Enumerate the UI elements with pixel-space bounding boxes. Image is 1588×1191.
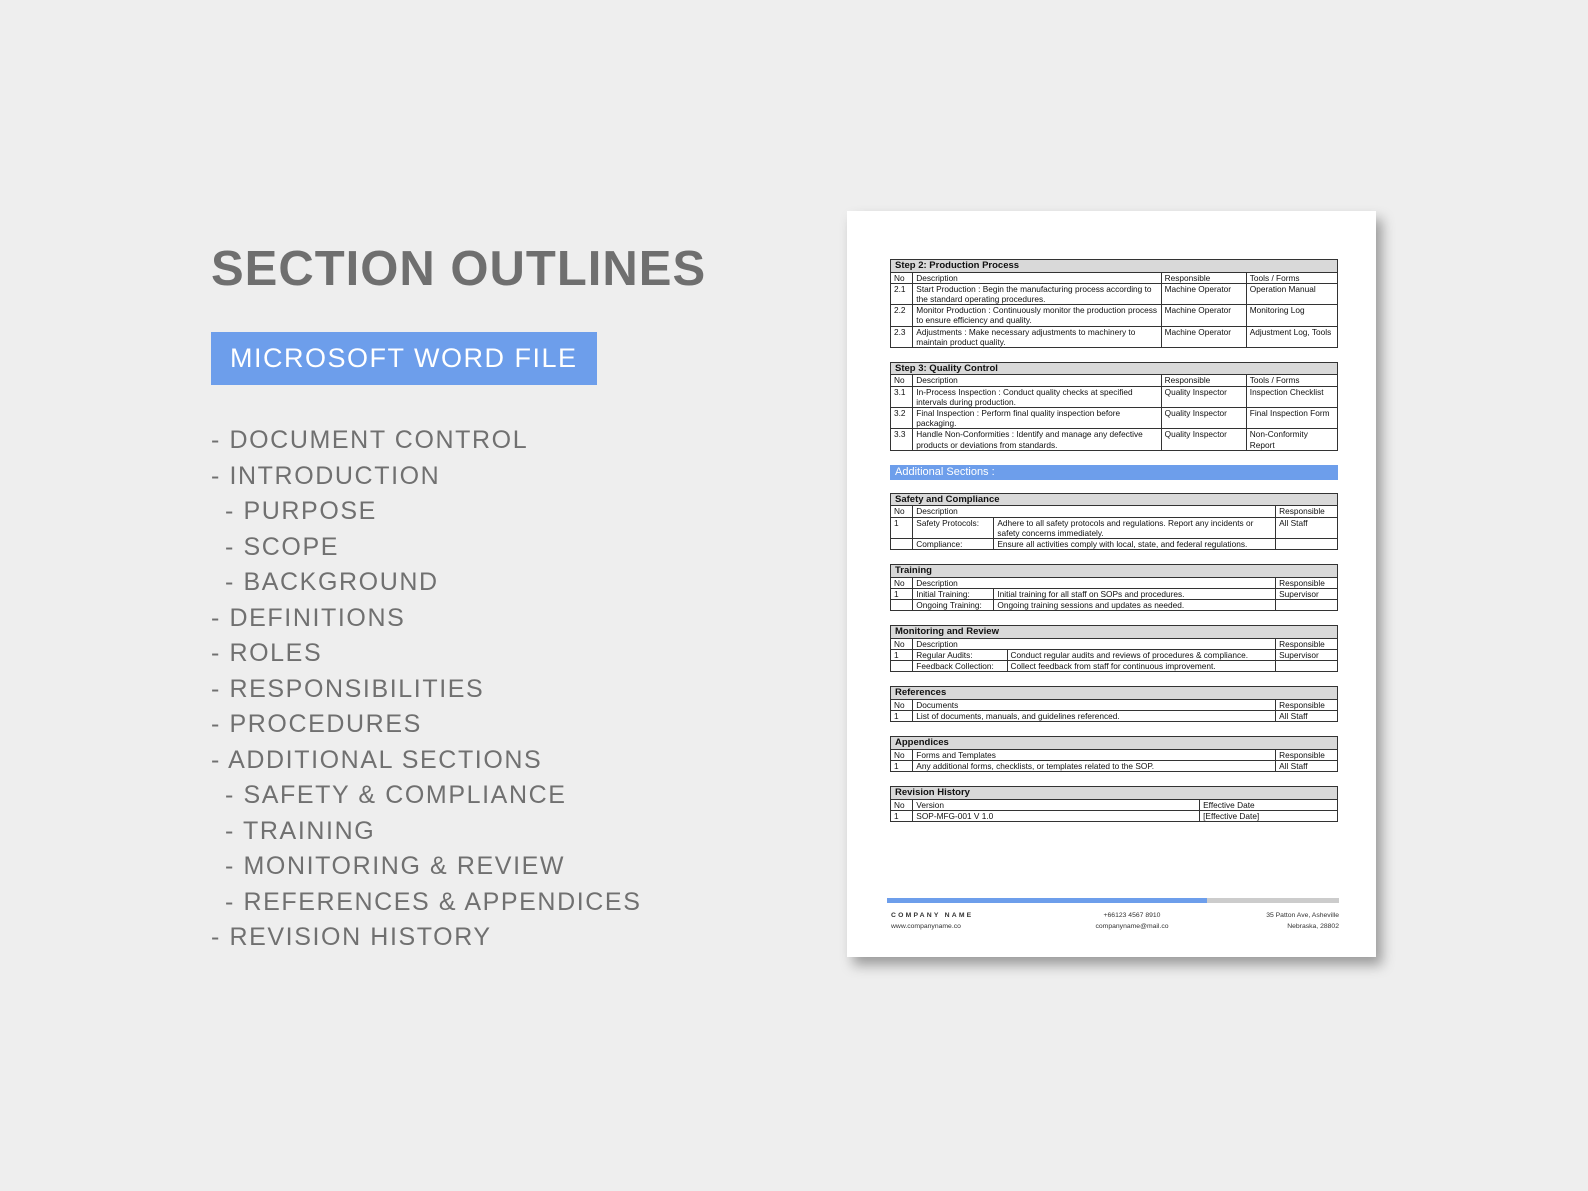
- table-cell: Inspection Checklist: [1246, 386, 1337, 407]
- section-title: Training: [891, 565, 1338, 578]
- section-title: Safety and Compliance: [891, 493, 1338, 506]
- table-row: [891, 386, 1338, 407]
- column-header: No: [891, 638, 913, 649]
- table-cell: 1: [891, 711, 913, 722]
- company-email: companyname@mail.co: [1095, 923, 1169, 930]
- column-header: Responsible: [1161, 375, 1246, 386]
- column-header: Tools / Forms: [1246, 375, 1337, 386]
- footer-company: [891, 910, 973, 932]
- company-website: www.companyname.co: [891, 923, 961, 930]
- table-cell: 1: [891, 760, 913, 771]
- table-cell: 2.3: [891, 326, 913, 347]
- outline-item: - RESPONSIBILITIES: [211, 674, 485, 703]
- outline-item: - REFERENCES & APPENDICES: [225, 887, 642, 916]
- section-title: Step 2: Production Process: [891, 260, 1338, 273]
- company-phone: +66123 4567 8910: [1103, 912, 1161, 919]
- revision-table: [890, 786, 1338, 822]
- outline-item: - ROLES: [211, 639, 323, 667]
- table-cell: Adjustments : Make necessary adjustments to machinery to maintain product quality.: [913, 326, 1161, 347]
- table-cell: Final Inspection Form: [1246, 408, 1337, 429]
- section-title: Step 3: Quality Control: [891, 362, 1338, 375]
- table-row: [891, 661, 1338, 672]
- table-cell: [Effective Date]: [1200, 810, 1338, 821]
- table-row: [891, 408, 1338, 429]
- outline-item: - INTRODUCTION: [211, 461, 441, 490]
- table-row: [891, 283, 1338, 304]
- column-header: Responsible: [1276, 699, 1338, 710]
- table-row: [891, 305, 1338, 326]
- address-line-2: Nebraska, 28802: [1287, 923, 1339, 930]
- page-title: SECTION OUTLINES: [211, 242, 707, 296]
- table-cell: 1: [891, 517, 913, 538]
- table-cell: Supervisor: [1276, 649, 1338, 660]
- table-cell: [891, 538, 913, 549]
- column-header: Version: [913, 799, 1200, 810]
- table-cell: Conduct regular audits and reviews of procedures & compliance.: [1007, 649, 1276, 660]
- training-table: [890, 564, 1338, 611]
- column-header: No: [891, 749, 913, 760]
- table-cell: Adhere to all safety protocols and regulations. Report any incidents or safety concerns immediately.: [994, 517, 1276, 538]
- table-row: [891, 326, 1338, 347]
- monitoring-table: [890, 625, 1338, 672]
- table-row: [891, 600, 1338, 611]
- table-cell: Collect feedback from staff for continuous improvement.: [1007, 661, 1276, 672]
- table-cell: [1276, 600, 1338, 611]
- column-header: No: [891, 577, 913, 588]
- outline-item: - DOCUMENT CONTROL: [211, 426, 529, 454]
- outline-item: - PURPOSE: [225, 497, 377, 525]
- left-panel: [211, 240, 706, 956]
- table-cell: Supervisor: [1276, 588, 1338, 599]
- outline-item: - SAFETY & COMPLIANCE: [225, 781, 567, 809]
- column-header: Responsible: [1276, 638, 1338, 649]
- table-cell: 2.1: [891, 283, 913, 304]
- column-header: Responsible: [1276, 506, 1338, 517]
- section-title: References: [891, 687, 1338, 700]
- table-row: [891, 649, 1338, 660]
- company-name: COMPANY NAME: [891, 912, 974, 919]
- table-cell: [891, 600, 913, 611]
- step2-table: [890, 259, 1338, 348]
- table-cell: Ongoing Training:: [913, 600, 994, 611]
- table-cell: Initial training for all staff on SOPs and procedures.: [994, 588, 1276, 599]
- table-cell: Initial Training:: [913, 588, 994, 599]
- column-header: Forms and Templates: [913, 749, 1276, 760]
- column-header: No: [891, 375, 913, 386]
- column-header: Effective Date: [1200, 799, 1338, 810]
- table-cell: All Staff: [1276, 760, 1338, 771]
- section-title: Monitoring and Review: [891, 626, 1338, 639]
- additional-sections-heading: Additional Sections :: [890, 465, 1338, 480]
- column-header: Description: [913, 272, 1161, 283]
- column-header: Responsible: [1276, 577, 1338, 588]
- table-cell: Feedback Collection:: [913, 661, 1007, 672]
- safety-table: [890, 493, 1338, 550]
- footer-bar: [887, 898, 1339, 903]
- table-cell: [1276, 661, 1338, 672]
- table-cell: SOP-MFG-001 V 1.0: [913, 810, 1200, 821]
- table-cell: List of documents, manuals, and guidelines referenced.: [913, 711, 1276, 722]
- table-row: [891, 760, 1338, 771]
- table-cell: Ongoing training sessions and updates as needed.: [994, 600, 1276, 611]
- table-cell: Quality Inspector: [1161, 408, 1246, 429]
- column-header: Description: [913, 375, 1161, 386]
- table-cell: Machine Operator: [1161, 326, 1246, 347]
- table-cell: 1: [891, 649, 913, 660]
- table-cell: Adjustment Log, Tools: [1246, 326, 1337, 347]
- outline-item: - BACKGROUND: [225, 568, 439, 596]
- table-cell: [891, 661, 913, 672]
- table-cell: Machine Operator: [1161, 305, 1246, 326]
- column-header: No: [891, 699, 913, 710]
- table-row: [891, 588, 1338, 599]
- section-outline-list: [211, 423, 706, 956]
- column-header: Tools / Forms: [1246, 272, 1337, 283]
- column-header: Documents: [913, 699, 1276, 710]
- table-cell: Quality Inspector: [1161, 386, 1246, 407]
- column-header: Description: [913, 638, 1276, 649]
- table-cell: 3.3: [891, 429, 913, 450]
- table-cell: Regular Audits:: [913, 649, 1007, 660]
- table-row: [891, 538, 1338, 549]
- appendices-table: [890, 736, 1338, 772]
- table-cell: In-Process Inspection : Conduct quality checks at specified intervals during production.: [913, 386, 1161, 407]
- table-row: [891, 711, 1338, 722]
- document-preview: [847, 211, 1376, 957]
- table-cell: 3.1: [891, 386, 913, 407]
- table-row: [891, 810, 1338, 821]
- footer-address: [1266, 910, 1339, 932]
- column-header: Responsible: [1161, 272, 1246, 283]
- section-title: Appendices: [891, 737, 1338, 750]
- table-cell: All Staff: [1276, 711, 1338, 722]
- column-header: Responsible: [1276, 749, 1338, 760]
- table-cell: Final Inspection : Perform final quality inspection before packaging.: [913, 408, 1161, 429]
- references-table: [890, 686, 1338, 722]
- outline-item: - DEFINITIONS: [211, 603, 406, 632]
- column-header: Description: [913, 577, 1276, 588]
- step3-table: [890, 362, 1338, 451]
- outline-item: - MONITORING & REVIEW: [225, 852, 566, 880]
- footer-contact: [1072, 910, 1192, 932]
- table-cell: 2.2: [891, 305, 913, 326]
- table-cell: Handle Non-Conformities : Identify and manage any defective products or deviations from standards.: [913, 429, 1161, 450]
- column-header: No: [891, 272, 913, 283]
- table-cell: Quality Inspector: [1161, 429, 1246, 450]
- table-cell: 1: [891, 588, 913, 599]
- column-header: No: [891, 506, 913, 517]
- outline-item: - REVISION HISTORY: [211, 923, 492, 951]
- table-cell: Non-Conformity Report: [1246, 429, 1337, 450]
- table-cell: Compliance:: [913, 538, 994, 549]
- table-cell: Ensure all activities comply with local, state, and federal regulations.: [994, 538, 1276, 549]
- table-cell: Monitoring Log: [1246, 305, 1337, 326]
- table-cell: Safety Protocols:: [913, 517, 994, 538]
- column-header: Description: [913, 506, 1276, 517]
- table-cell: Machine Operator: [1161, 283, 1246, 304]
- document-content: [890, 259, 1338, 836]
- table-cell: 1: [891, 810, 913, 821]
- file-type-badge: MICROSOFT WORD FILE: [211, 332, 597, 385]
- outline-item: - ADDITIONAL SECTIONS: [211, 745, 543, 774]
- table-cell: Operation Manual: [1246, 283, 1337, 304]
- section-title: Revision History: [891, 787, 1338, 800]
- outline-item: - TRAINING: [225, 816, 376, 845]
- table-row: [891, 517, 1338, 538]
- table-cell: 3.2: [891, 408, 913, 429]
- address-line-1: 35 Patton Ave, Asheville: [1266, 912, 1339, 919]
- table-cell: All Staff: [1276, 517, 1338, 538]
- table-cell: Any additional forms, checklists, or templates related to the SOP.: [913, 760, 1276, 771]
- outline-item: - SCOPE: [225, 532, 339, 561]
- table-cell: Monitor Production : Continuously monitor the production process to ensure efficiency and quality.: [913, 305, 1161, 326]
- outline-item: - PROCEDURES: [211, 710, 422, 738]
- table-cell: Start Production : Begin the manufacturing process according to the standard operating procedures.: [913, 283, 1161, 304]
- table-row: [891, 429, 1338, 450]
- table-cell: [1276, 538, 1338, 549]
- column-header: No: [891, 799, 913, 810]
